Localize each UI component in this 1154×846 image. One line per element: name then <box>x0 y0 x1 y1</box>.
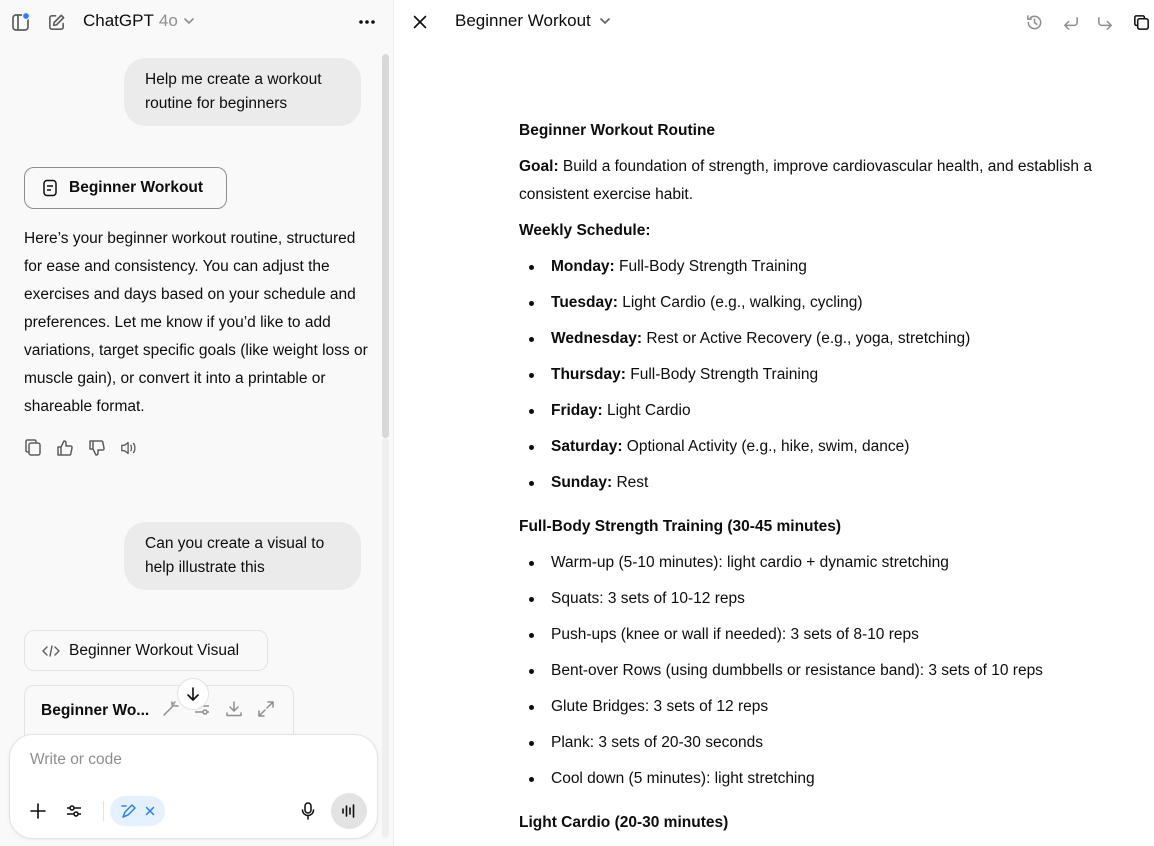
doc-heading: Beginner Workout Routine <box>519 122 716 139</box>
canvas-pen-icon <box>120 802 138 820</box>
message-actions <box>24 438 138 458</box>
list-item: Sunday: Rest <box>519 469 1099 497</box>
document-icon <box>42 179 58 197</box>
add-attachment-button[interactable] <box>28 801 48 821</box>
close-icon[interactable] <box>145 806 155 816</box>
canvas-mode-chip[interactable] <box>110 796 165 826</box>
user-message: Can you create a visual to help illustrate this <box>124 522 361 590</box>
list-item: Saturday: Optional Activity (e.g., hike, swim, dance) <box>519 433 1099 461</box>
composer-divider <box>103 801 104 821</box>
canvas-title-menu[interactable] <box>455 11 611 31</box>
list-item: Bent-over Rows (using dumbbells or resistance band): 3 sets of 10 reps <box>519 657 1099 685</box>
model-name-label: ChatGPT <box>83 11 154 30</box>
chevron-down-icon <box>183 15 195 27</box>
scroll-to-bottom-button[interactable] <box>177 678 209 710</box>
chevron-down-icon <box>599 15 611 27</box>
chat-panel <box>0 0 394 846</box>
list-item: Warm-up (5-10 minutes): light cardio + dynamic stretching <box>519 549 1099 577</box>
strength-list <box>519 549 1099 793</box>
tools-button[interactable] <box>64 801 84 821</box>
preview-card-title: Beginner Wo... <box>41 702 150 719</box>
schedule-heading: Weekly Schedule: <box>519 222 651 239</box>
canvas-header <box>395 0 1154 44</box>
waveform-icon <box>341 803 357 819</box>
dictate-button[interactable] <box>298 801 318 821</box>
more-options-icon[interactable] <box>355 11 379 33</box>
code-card-label: Beginner Workout Visual <box>69 641 240 659</box>
new-chat-icon[interactable] <box>45 11 67 33</box>
user-message: Help me create a workout routine for beginners <box>124 58 361 126</box>
list-item: Tuesday: Light Cardio (e.g., walking, cycling) <box>519 289 1099 317</box>
arrow-down-icon <box>185 686 201 702</box>
message-input[interactable] <box>30 751 350 769</box>
list-item: Push-ups (knee or wall if needed): 3 sets of 8-10 reps <box>519 621 1099 649</box>
thumbs-down-icon[interactable] <box>88 438 106 458</box>
list-item: Friday: Light Cardio <box>519 397 1099 425</box>
list-item: Glute Bridges: 3 sets of 12 reps <box>519 693 1099 721</box>
sliders-icon <box>65 802 83 820</box>
doc-card-label: Beginner Workout <box>69 179 204 196</box>
list-item: Monday: Full-Body Strength Training <box>519 253 1099 281</box>
code-icon <box>42 644 60 658</box>
goal-label: Goal: <box>519 158 559 175</box>
voice-mode-button[interactable] <box>331 793 367 829</box>
model-selector[interactable] <box>83 11 195 31</box>
undo-icon[interactable] <box>1059 11 1081 33</box>
plus-icon <box>30 803 46 819</box>
canvas-code-card[interactable] <box>24 630 268 671</box>
canvas-panel <box>395 0 1154 846</box>
sidebar-toggle-icon[interactable] <box>10 11 32 33</box>
goal-text: Build a foundation of strength, improve cardiovascular health, and establish a consistent exercise habit. <box>519 158 1092 203</box>
cardio-heading: Light Cardio (20-30 minutes) <box>519 814 729 831</box>
scrollbar-track <box>382 438 389 838</box>
list-item: Thursday: Full-Body Strength Training <box>519 361 1099 389</box>
assistant-message: Here’s your beginner workout routine, structured for ease and consistency. You can adjust the exercises and days based on your schedule and preferences. Let me know if you’d like to add variations, target specific goals (like weight loss or muscle gain), or convert it into a printable or shareable format. <box>24 230 368 415</box>
download-icon[interactable] <box>225 700 243 718</box>
model-version-label: 4o <box>158 11 178 30</box>
read-aloud-icon[interactable] <box>120 438 138 458</box>
magic-wand-icon[interactable] <box>161 700 179 718</box>
microphone-icon <box>301 802 315 820</box>
strength-heading: Full-Body Strength Training (30-45 minutes) <box>519 518 842 535</box>
close-canvas-icon[interactable] <box>410 12 430 32</box>
canvas-document-card[interactable] <box>24 167 227 209</box>
copy-icon[interactable] <box>1130 11 1152 33</box>
list-item: Squats: 3 sets of 10-12 reps <box>519 585 1099 613</box>
expand-icon[interactable] <box>257 700 275 718</box>
list-item: Cool down (5 minutes): light stretching <box>519 765 1099 793</box>
version-history-icon[interactable] <box>1023 11 1045 33</box>
redo-icon[interactable] <box>1094 11 1116 33</box>
preview-card-actions <box>161 700 275 718</box>
thumbs-up-icon[interactable] <box>56 438 74 458</box>
goal-paragraph <box>519 153 1099 209</box>
composer <box>9 734 378 839</box>
canvas-document[interactable] <box>519 117 1099 837</box>
canvas-title: Beginner Workout <box>455 11 591 30</box>
list-item: Plank: 3 sets of 20-30 seconds <box>519 729 1099 757</box>
list-item: Wednesday: Rest or Active Recovery (e.g., yoga, stretching) <box>519 325 1099 353</box>
chat-header <box>0 0 394 44</box>
scrollbar-thumb[interactable] <box>382 54 389 438</box>
schedule-list <box>519 253 1099 497</box>
copy-icon[interactable] <box>24 438 42 458</box>
